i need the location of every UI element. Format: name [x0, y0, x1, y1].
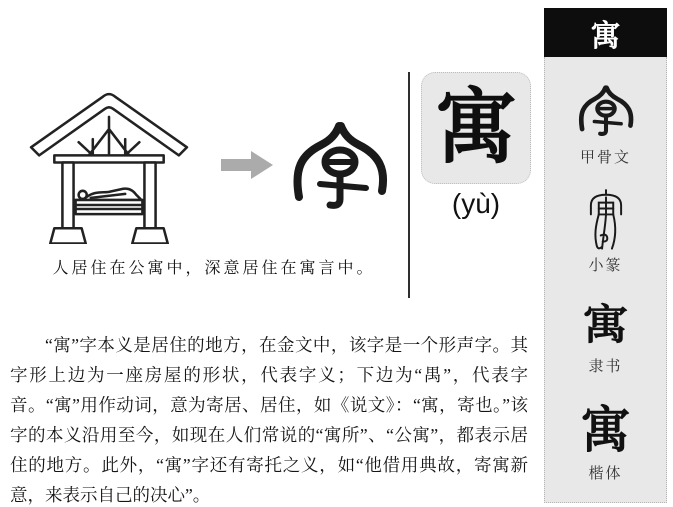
script-label-oracle-bone: 甲骨文: [579, 150, 631, 166]
script-label-small-seal: 小篆: [588, 258, 623, 274]
right-arrow-icon: [221, 150, 273, 180]
house-illustration: [28, 86, 190, 244]
sidebar-header-character: 寓: [544, 8, 667, 57]
etymology-paragraph: “寓”字本义是居住的地方，在金文中，该字是一个形声字。其字形上边为一座房屋的形状，代表字义；下边为“禺”，代表字音。“寓”用作动词，意为寄居、居住，如《说文》：“寓，寄也。”该字的本义沿用至今，如现在人们常说的“寓所”、“公寓”，都表示居住的地方。此外，“寓”字还有寄托之义，如“他借用典故，寄寓新意，来表示自己的决心”。: [10, 335, 528, 505]
small-seal-script-glyph: [583, 188, 629, 254]
regular-script-character: 寓: [580, 402, 631, 458]
script-label-regular: 楷体: [588, 466, 623, 482]
ancient-script-glyph-large: [283, 121, 397, 211]
pinyin-reading: (yù): [451, 188, 501, 219]
vertical-divider: [408, 72, 410, 298]
main-character: 寓: [434, 82, 517, 173]
script-label-clerical: 隶书: [588, 359, 623, 375]
illustration-caption: 人居住在公寓中，深意居住在寓言中。: [52, 260, 376, 277]
clerical-script-character: 寓: [582, 301, 629, 348]
person-lying-figure: [79, 189, 141, 199]
script-evolution-sidebar: [544, 57, 667, 503]
oracle-bone-script-glyph: [574, 83, 638, 139]
main-character-box: [421, 72, 531, 184]
